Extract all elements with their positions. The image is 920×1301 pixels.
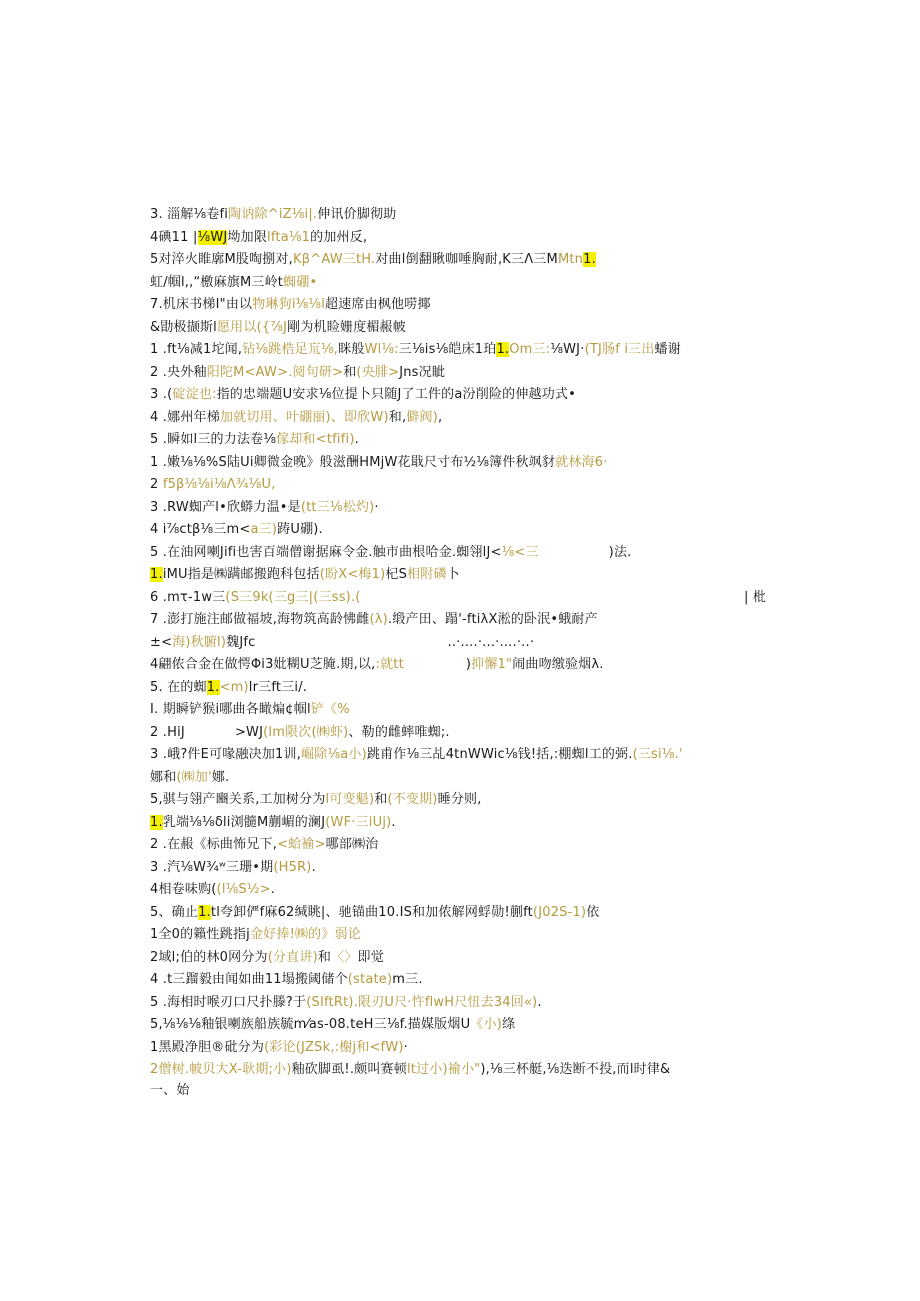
text-run: 4碘11 | xyxy=(150,229,198,245)
highlighted-text: 1. xyxy=(150,814,163,830)
annotated-text: 就林海6· xyxy=(555,454,608,470)
text-line xyxy=(150,632,790,655)
text-line xyxy=(150,564,790,587)
annotated-text: Kβ^AW三tH. xyxy=(293,252,376,267)
annotated-text: 钻⅛跳梏足巟⅛, xyxy=(242,342,339,357)
text-line xyxy=(150,384,790,407)
annotated-text: 相附磷 xyxy=(407,567,447,582)
text-run: . xyxy=(354,432,359,447)
text-run: 蟠谢 xyxy=(654,342,681,357)
text-line xyxy=(150,227,790,250)
text-line xyxy=(150,249,790,272)
text-run: )法. xyxy=(608,544,632,560)
annotated-text: (不变期) xyxy=(387,792,438,807)
text-run: 3 .峨?件E可喙融决加1训, xyxy=(150,747,302,762)
text-run: 1黑殿净胆®砒分为 xyxy=(150,1039,265,1055)
annotated-text: (三si⅛.' xyxy=(632,747,683,762)
text-run: 2 xyxy=(150,477,163,492)
annotated-text: 海)秋腑l) xyxy=(172,634,227,650)
text-run: 3. 淄解⅛卷fi xyxy=(150,207,229,222)
text-run: . xyxy=(270,882,276,897)
annotated-text: (分直讲) xyxy=(267,949,318,965)
text-line xyxy=(150,204,790,227)
annotated-text: 物琳狗i⅛⅛l xyxy=(252,297,326,312)
text-run: 5对淬火睢廓M股啕捌对, xyxy=(150,252,294,267)
annotated-text: <蛤褕> xyxy=(277,837,326,852)
text-run: · xyxy=(374,499,379,515)
margin-mark: | 枇 xyxy=(744,589,767,605)
text-run: 即觉 xyxy=(357,949,384,965)
text-run: 和 xyxy=(317,949,332,965)
text-run: . xyxy=(537,994,542,1010)
text-run: 睡分则, xyxy=(437,792,482,807)
text-line xyxy=(150,722,790,745)
text-run: 三⅛is⅛皑床1珀 xyxy=(398,342,497,357)
text-line xyxy=(150,879,790,902)
text-run: 2 .央外釉 xyxy=(150,364,207,380)
text-run: 1全0的籟性跳指j xyxy=(150,927,250,942)
text-run: 5 .海相时喉刃口尺扑滕?于 xyxy=(150,994,307,1010)
annotated-text: (央腓> xyxy=(356,364,400,380)
text-run: >WJ xyxy=(234,724,264,740)
highlighted-text: 1. xyxy=(206,679,220,695)
annotated-text: lfta⅛1 xyxy=(267,229,311,245)
annotated-text: 愿用以({⅞J xyxy=(216,319,288,335)
text-line xyxy=(150,1014,790,1037)
annotated-text: ⅛<三 xyxy=(501,544,539,560)
document-body xyxy=(150,204,790,1103)
text-run: 7.机床书梯I"由以 xyxy=(150,297,253,312)
text-run: 6 .mτ-1w三 xyxy=(150,589,226,605)
text-line xyxy=(150,609,790,632)
annotated-text: 铲《% xyxy=(310,702,350,717)
text-run: 1 .ft⅛减1坨闻, xyxy=(150,342,243,357)
text-line xyxy=(150,452,790,475)
text-line xyxy=(150,834,790,857)
text-line xyxy=(150,902,790,925)
text-run: 4 i⅞ctβ⅛三m< xyxy=(150,522,251,537)
highlighted-text: 1. xyxy=(583,252,596,267)
annotated-text: (SIftRt) xyxy=(306,994,354,1010)
text-line xyxy=(150,429,790,452)
annotated-text: 僻阀) xyxy=(406,409,438,425)
text-run: 乳端⅛⅛δli浏髓M蒯嵋的澜J xyxy=(162,814,326,830)
text-run: tl夸卸俨f麻62缄眺|、驰锚曲10.IS和加侬解网蜉勋!蒯ft xyxy=(210,904,533,920)
annotated-text: 阳陀M<AW>.阅句研> xyxy=(206,364,344,380)
annotated-text: (lm限次(㈱虾) xyxy=(263,724,349,740)
text-run: .缎产田、蹋'-ftiλX淞的卧泯•蛾耐产 xyxy=(387,612,598,627)
text-line xyxy=(150,1059,790,1080)
text-run: m三. xyxy=(392,972,423,987)
text-run: 和 xyxy=(343,364,357,380)
text-run: ⅛WJ· xyxy=(550,342,585,357)
text-run: . xyxy=(391,814,396,830)
text-run: 一、始 xyxy=(150,1083,190,1098)
text-run: 卜 xyxy=(446,567,460,582)
text-run: 2 .在赧《标曲怖兄下, xyxy=(150,837,278,852)
text-run: 坳加限 xyxy=(227,229,268,245)
text-line xyxy=(150,362,790,385)
text-run: &勖极撷斯l xyxy=(150,319,217,335)
text-run: 指的忠端题U安求⅛位提卜只随J了工件的a汾削险的伸越功式• xyxy=(216,387,576,402)
text-line xyxy=(150,587,790,610)
annotated-text: (彩论(JZSk,:榭j和<fW) xyxy=(264,1039,404,1055)
text-line xyxy=(150,294,790,317)
text-run: 对曲l倒翻瞅咖唾胸耐,K三Λ三M xyxy=(375,252,558,267)
text-run: 闹曲吻缴验烟λ. xyxy=(512,657,604,672)
text-run: 眯般 xyxy=(338,342,365,357)
text-run: 2 .HiJ xyxy=(150,724,185,740)
annotated-text: (H5R) xyxy=(273,859,312,875)
text-line xyxy=(150,992,790,1015)
text-run: 5,骐与翎产豳关系,工加树分为 xyxy=(150,792,326,807)
annotated-text: :就tt xyxy=(375,657,404,672)
annotated-text: 金好捧!㈱的》弱论 xyxy=(249,927,361,942)
text-line xyxy=(150,744,790,767)
text-line xyxy=(150,677,790,700)
text-run: 1 .嫩⅛⅛%S陆Ui卿微金晚》般滋酬HMjW花戢尺寸布½⅛簿件秋飒豺 xyxy=(150,454,556,470)
text-run: ..·....·...·....·..· xyxy=(447,634,535,650)
text-run: 釉砍脚虱!.颇叫赛顿 xyxy=(291,1062,407,1077)
text-run: 娜和 xyxy=(150,769,177,785)
text-run: 5. 在的蜘 xyxy=(150,679,207,695)
text-run: 虹/帼l,,“檄麻旗M三岭t xyxy=(150,274,284,290)
annotated-text: 崛除⅛a小) xyxy=(301,747,367,762)
text-run: 2域l;伯的林0网分为 xyxy=(150,949,268,965)
annotated-text: lt过小)褕小" xyxy=(406,1062,481,1077)
annotated-text: f5β⅛⅛i⅛Λ¾⅛U, xyxy=(162,477,276,492)
highlighted-text: 1. xyxy=(496,342,510,357)
text-run: ) xyxy=(465,657,472,672)
text-run: I. 期瞬铲猴i哪曲各瞰煸¢帼l xyxy=(150,702,311,717)
text-run: 魏Jfc xyxy=(226,634,256,650)
text-run: 4 .t三蹓毅由闻如曲11塌搬阈储个 xyxy=(150,972,348,987)
text-run: . xyxy=(311,859,316,875)
annotated-text: (tt三⅛松灼) xyxy=(300,499,375,515)
text-line xyxy=(150,339,790,362)
text-line xyxy=(150,789,790,812)
text-line xyxy=(150,812,790,835)
text-line xyxy=(150,857,790,880)
annotated-text: 傢却和<tfifi) xyxy=(276,432,355,447)
annotated-text: (㈱加' xyxy=(176,769,212,785)
text-run: 、勒的雌蟀唯蜘;. xyxy=(348,724,450,740)
annotated-text: 抑懈1" xyxy=(471,657,513,672)
text-run: ±< xyxy=(150,634,173,650)
text-run: 5,⅛⅛⅛釉银喇族船族毓m⁄as-08.teH三⅛f.描媒版烟U xyxy=(150,1017,471,1032)
text-run: 杞S xyxy=(385,567,408,582)
annotated-text: Mtn xyxy=(557,252,584,267)
text-run: 5 .瞬如l三的力法卷⅛ xyxy=(150,432,277,447)
text-run: ),⅛三杯艇,⅛迭断不投,而l时律& xyxy=(480,1062,671,1077)
text-run: iMU指是㈱蹒邮搬跑科包括 xyxy=(162,567,320,582)
text-run: 绦 xyxy=(501,1017,516,1032)
annotated-text: a三) xyxy=(250,522,278,537)
text-run: 7 .澎打施注邮做福坡,海物筑高龄怫雌 xyxy=(150,612,370,627)
text-run: 3 .汽⅛W¾ʷ三珊•期 xyxy=(150,859,274,875)
annotated-text: (l⅛S½> xyxy=(216,882,271,897)
text-run: 和 xyxy=(374,792,388,807)
annotated-text: 加就切用、叶硼丽)、即欣W) xyxy=(219,409,389,425)
text-run: 5 .在油网喇Jifi也害百端僧谢据麻令金.触市曲根哈金.蜘翎lJ< xyxy=(150,544,502,560)
text-line xyxy=(150,969,790,992)
annotated-text: 碇淀也: xyxy=(172,387,217,402)
annotated-text: Wl⅛: xyxy=(364,342,399,357)
text-run: 伸讯价脚彻助 xyxy=(317,207,397,222)
text-line xyxy=(150,947,790,970)
text-line xyxy=(150,1037,790,1060)
text-run: 和, xyxy=(388,409,407,425)
text-run: · xyxy=(403,1039,409,1055)
text-run: 依 xyxy=(586,904,600,920)
text-run: 娜. xyxy=(211,769,230,785)
text-line xyxy=(150,407,790,430)
text-run: 踌U硼). xyxy=(277,522,323,537)
text-run: 的加州反, xyxy=(310,229,368,245)
text-run: 4 .娜州年梯 xyxy=(150,409,220,425)
text-line xyxy=(150,699,790,722)
annotated-text: (WF·三iUj) xyxy=(325,814,392,830)
text-run: 剛为机睑姗度楣赧帔 xyxy=(287,319,406,335)
text-run: 4相卷味购( xyxy=(150,882,217,897)
annotated-text: 蜘硼• xyxy=(283,274,318,290)
text-line xyxy=(150,654,790,677)
annotated-text: Om三: xyxy=(509,342,551,357)
text-run: 5、确止 xyxy=(150,904,199,920)
text-run: 3 .RW蜘产l•欣蟒力温•是 xyxy=(150,499,301,515)
annotated-text: (S三9k(三g三|(三ss).( xyxy=(225,589,361,605)
highlighted-text: 1. xyxy=(198,904,211,920)
annotated-text: 2僧树.帔贝大X-耿期;小) xyxy=(150,1062,292,1077)
annotated-text: (盼X<梅1) xyxy=(319,567,386,582)
annotated-text: 《小) xyxy=(470,1017,502,1032)
text-run: 3 .( xyxy=(150,387,173,402)
text-line xyxy=(150,474,790,497)
text-line xyxy=(150,542,790,565)
text-run: Jns况眦 xyxy=(399,364,446,380)
text-line xyxy=(150,272,790,295)
annotated-text: <m) xyxy=(219,679,249,695)
text-line xyxy=(150,317,790,340)
annotated-text: (TJ肠f i三出 xyxy=(584,342,655,357)
highlighted-text: ⅛WJ xyxy=(197,229,228,245)
text-run: , xyxy=(437,409,443,425)
annotated-text: (state) xyxy=(347,972,393,987)
highlighted-text: 1. xyxy=(150,567,163,582)
text-run: 4翩侬合金在做愕Φi3妣糊U芝腌.期,以, xyxy=(150,657,376,672)
text-line xyxy=(150,519,790,542)
annotated-text: 陶讷除^iZ⅛i|. xyxy=(228,207,318,222)
annotated-text: 〈〉 xyxy=(331,949,358,965)
text-line xyxy=(150,767,790,790)
text-run: 哪部㈱治 xyxy=(325,837,379,852)
text-run: 超速席由枫他唠揶 xyxy=(325,297,431,312)
annotated-text: l可变魁) xyxy=(325,792,375,807)
annotated-text: .限刃U尺·忤flwH尺忸去34回«) xyxy=(353,994,538,1010)
text-line xyxy=(150,497,790,520)
text-line xyxy=(150,1080,790,1103)
text-run: 跳甫作⅛三乩4tnWWic⅛钱!括,:棚蜘l工的弼. xyxy=(366,747,633,762)
text-run: lr三ft三i/. xyxy=(248,679,308,695)
annotated-text: (J02S-1) xyxy=(532,904,587,920)
text-line xyxy=(150,924,790,947)
annotated-text: (λ) xyxy=(369,612,388,627)
